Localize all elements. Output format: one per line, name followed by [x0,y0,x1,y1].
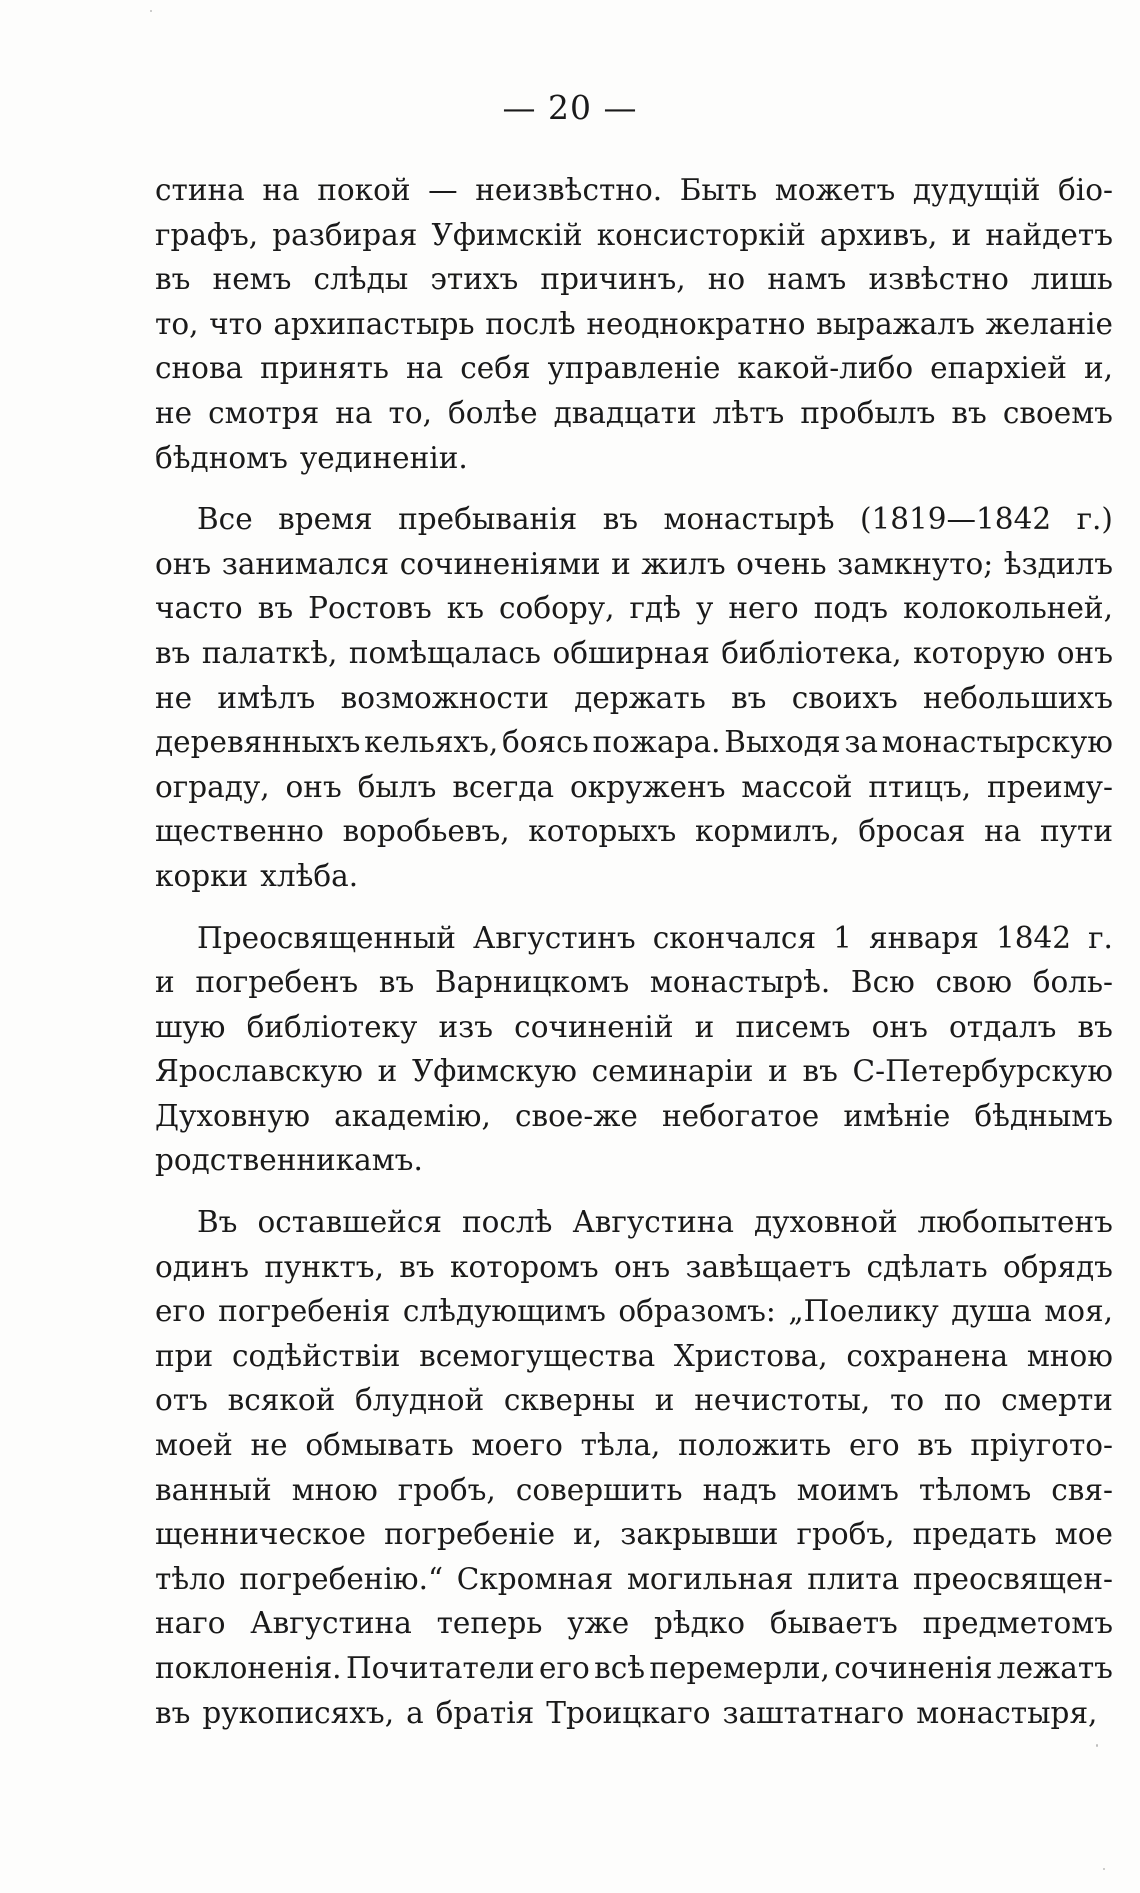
text-line: Духовную академію, свое-же небогатое имѣніе бѣднымъ [155,1098,1113,1133]
text-line: бѣдномъ уединеніи. [155,440,468,475]
paragraph [155,916,1113,1184]
text-line: Въ оставшейся послѣ Августина духовной любопытенъ [197,1205,1113,1240]
text-line: отъ всякой блудной скверны и нечистоты, то по смерти [155,1383,1113,1418]
text-line: то, что архипастырь послѣ неоднократно выражалъ желаніе [155,306,1113,341]
text-line: не смотря на то, болѣе двадцати лѣтъ пробылъ въ своемъ [155,395,1113,430]
text-line: его погребенія слѣдующимъ образомъ: „Поелику душа моя, [155,1294,1113,1329]
text-line: деревянныхъ кельяхъ, боясь пожара. Выходя за монастырскую [155,725,1113,760]
text-line: щенническое погребеніе и, закрывши гробъ, предать мое [155,1517,1113,1552]
text-line: щественно воробьевъ, которыхъ кормилъ, бросая на пути [155,814,1113,849]
text-line: снова принять на себя управленіе какой-либо епархіей и, [155,351,1113,386]
text-line: корки хлѣба. [155,858,359,893]
text-line: графъ, разбирая Уфимскій консисторкій архивъ, и найдетъ [155,217,1113,252]
scan-speck [1096,1744,1098,1747]
text-line: ограду, онъ былъ всегда окруженъ массой птицъ, преиму- [155,769,1113,804]
text-line: при содѣйствіи всемогущества Христова, сохранена мною [155,1338,1113,1373]
paragraph-gap [155,899,1113,916]
text-line: онъ занимался сочиненіями и жилъ очень замкнуто; ѣздилъ [155,546,1113,581]
text-line: въ палаткѣ, помѣщалась обширная библіотека, которую онъ [155,635,1113,670]
text-line: наго Августина теперь уже рѣдко бываетъ предметомъ [155,1606,1113,1641]
text-line: одинъ пунктъ, въ которомъ онъ завѣщаетъ сдѣлать обрядъ [155,1249,1113,1284]
text-line: тѣло погребенію.“ Скромная могильная плита преосвящен- [155,1561,1113,1596]
text-line: стина на покой — неизвѣстно. Быть можетъ дудущій біо- [155,173,1113,207]
text-line: въ рукописяхъ, а братія Троицкаго заштатнаго монастыря, [155,1695,1098,1730]
text-line: въ немъ слѣды этихъ причинъ, но намъ извѣстно лишь [155,262,1113,297]
scan-speck [1103,1868,1105,1870]
body-text [155,168,1113,1735]
text-line: Ярославскую и Уфимскую семинаріи и въ С-Петербурскую [155,1054,1113,1089]
text-line: и погребенъ въ Варницкомъ монастырѣ. Всю свою боль- [155,965,1113,1000]
page-number: — 20 — [502,88,638,127]
text-line: моей не обмывать моего тѣла, положить его въ пріуготo- [155,1428,1113,1463]
text-line: родственникамъ. [155,1143,423,1178]
text-line: Преосвященный Августинъ скончался 1 января 1842 г. [197,920,1113,955]
text-line: Все время пребыванія въ монастырѣ (1819—1842 г.) [197,502,1113,537]
paragraph [155,497,1113,898]
paragraph-gap [155,480,1113,497]
paragraph-gap [155,1183,1113,1200]
text-line: часто въ Ростовъ къ собору, гдѣ у него подъ колокольней, [155,591,1113,626]
paragraph [155,168,1113,480]
text-line: шую библіотеку изъ сочиненій и писемъ онъ отдалъ въ [155,1009,1113,1044]
text-line: поклоненія. Почитатели его всѣ перемерли, сочиненія лежатъ [155,1651,1113,1685]
text-line: не имѣлъ возможности держать въ своихъ небольшихъ [155,680,1113,715]
paragraph [155,1200,1113,1735]
scan-speck [150,10,152,12]
text-line: ванный мною гробъ, совершить надъ моимъ тѣломъ свя- [155,1472,1113,1507]
